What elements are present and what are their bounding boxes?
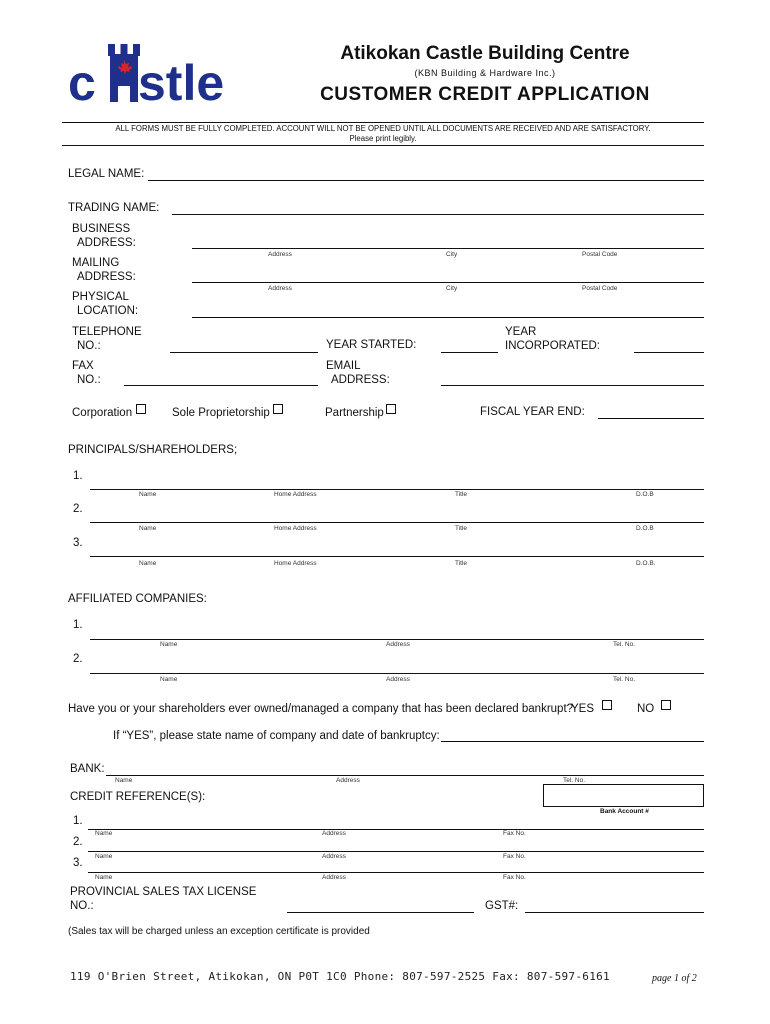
bankruptcy-question: Have you or your shareholders ever owned/managed a company that has been declared bankrupt? [68, 703, 574, 715]
principal-1-line [90, 489, 704, 490]
sales-tax-note: (Sales tax will be charged unless an exception certificate is provided [68, 926, 370, 937]
principal-2-dob-caption: D.O.B [636, 525, 654, 532]
credit-ref-1-address-caption: Address [322, 830, 346, 837]
credit-ref-3-name-caption: Name [95, 874, 113, 881]
year-incorporated-label: YEAR INCORPORATED: [505, 326, 600, 352]
principal-1-address-caption: Home Address [274, 491, 317, 498]
bankruptcy-yes-label: YES [571, 703, 595, 715]
principals-heading: PRINCIPALS/SHAREHOLDERS; [68, 444, 238, 456]
affiliated-1-line [90, 639, 704, 640]
affiliated-2-address-caption: Address [386, 676, 410, 683]
physical-location-input[interactable] [192, 302, 704, 316]
telephone-label: TELEPHONE NO.: [72, 326, 142, 352]
affiliated-2-name-caption: Name [160, 676, 178, 683]
credit-ref-number-2: 2. [73, 836, 83, 848]
partnership-label: Partnership [325, 407, 384, 419]
business-address-input[interactable] [192, 234, 704, 248]
form-title: CUSTOMER CREDIT APPLICATION [320, 84, 650, 105]
legal-name-line [148, 180, 704, 181]
fax-label: FAX NO.: [72, 360, 101, 386]
corporation-label: Corporation [72, 407, 133, 419]
business-city-caption: City [446, 251, 458, 258]
mailing-address-input[interactable] [192, 268, 704, 282]
business-address-caption: Address [268, 251, 292, 258]
page-number: page 1 of 2 [652, 973, 697, 984]
credit-ref-3-input[interactable] [88, 859, 704, 873]
principal-3-title-caption: Title [455, 560, 468, 567]
business-address-line [192, 248, 704, 249]
principal-3-dob-caption: D.O.B. [636, 560, 656, 567]
header-rule-bottom [62, 145, 704, 146]
principal-2-address-caption: Home Address [274, 525, 317, 532]
bankruptcy-no-checkbox[interactable] [661, 700, 671, 710]
mailing-address-label: MAILING ADDRESS: [72, 257, 136, 283]
gst-input[interactable] [525, 898, 704, 912]
year-incorporated-input[interactable] [634, 338, 704, 352]
trading-name-label: TRADING NAME: [68, 202, 160, 214]
fiscal-year-end-line [598, 418, 704, 419]
email-input[interactable] [441, 371, 704, 385]
header-rule-top [62, 122, 704, 123]
affiliated-number-2: 2. [73, 653, 83, 665]
principal-1-title-caption: Title [455, 491, 468, 498]
pst-license-line [287, 912, 474, 913]
affiliated-1-name-caption: Name [160, 641, 178, 648]
physical-location-line [192, 317, 704, 318]
email-label: EMAIL ADDRESS: [326, 360, 390, 386]
principal-number-3: 3. [73, 537, 83, 549]
fiscal-year-end-label: FISCAL YEAR END: [480, 406, 585, 418]
trading-name-line [172, 214, 704, 215]
mailing-city-caption: City [446, 285, 458, 292]
physical-location-label: PHYSICAL LOCATION: [72, 291, 139, 317]
footer-contact: 119 O'Brien Street, Atikokan, ON P0T 1C0 Phone: 807-597-2525 Fax: 807-597-6161 [70, 970, 610, 983]
credit-ref-1-fax-caption: Fax No. [503, 830, 526, 837]
credit-ref-2-fax-caption: Fax No. [503, 853, 526, 860]
bankruptcy-details-line [441, 741, 704, 742]
mailing-address-caption: Address [268, 285, 292, 292]
affiliated-1-address-caption: Address [386, 641, 410, 648]
bankruptcy-followup: If “YES”, please state name of company and date of bankruptcy: [113, 730, 440, 742]
affiliated-1-tel-caption: Tel. No. [613, 641, 636, 648]
company-name: Atikokan Castle Building Centre [340, 43, 630, 64]
bank-name-caption: Name [115, 777, 133, 784]
legal-name-label: LEGAL NAME: [68, 168, 145, 180]
pst-license-label: PROVINCIAL SALES TAX LICENSE NO.: [70, 886, 257, 912]
credit-ref-2-line [88, 851, 704, 852]
bankruptcy-no-label: NO [637, 703, 655, 715]
year-incorporated-line [634, 352, 704, 353]
bankruptcy-yes-checkbox[interactable] [602, 700, 612, 710]
year-started-label: YEAR STARTED: [326, 339, 417, 351]
mailing-postal-caption: Postal Code [582, 285, 618, 292]
credit-ref-2-name-caption: Name [95, 853, 113, 860]
credit-references-heading: CREDIT REFERENCE(S): [70, 791, 206, 803]
principal-2-input[interactable] [90, 508, 704, 522]
principal-number-1: 1. [73, 470, 83, 482]
telephone-line [170, 352, 318, 353]
principal-3-name-caption: Name [139, 560, 157, 567]
credit-ref-3-fax-caption: Fax No. [503, 874, 526, 881]
affiliated-1-input[interactable] [90, 625, 704, 639]
principal-3-line [90, 556, 704, 557]
credit-ref-2-input[interactable] [88, 838, 704, 852]
logo-letters-stle: stle [138, 55, 225, 108]
principal-2-title-caption: Title [455, 525, 468, 532]
business-address-label: BUSINESS ADDRESS: [72, 223, 136, 249]
logo-letter-c: c [68, 55, 96, 108]
credit-ref-2-address-caption: Address [322, 853, 346, 860]
sole-proprietorship-label: Sole Proprietorship [172, 407, 270, 419]
bankruptcy-details-input[interactable] [441, 727, 704, 741]
bank-account-caption: Bank Account # [600, 808, 649, 815]
principal-number-2: 2. [73, 503, 83, 515]
credit-ref-number-3: 3. [73, 857, 83, 869]
bank-label: BANK: [70, 763, 105, 775]
bank-line [106, 775, 704, 776]
credit-ref-1-line [88, 829, 704, 830]
affiliated-number-1: 1. [73, 619, 83, 631]
legal-name-input[interactable] [148, 166, 704, 180]
corporation-checkbox[interactable] [136, 404, 146, 414]
gst-label: GST#: [485, 900, 519, 912]
bank-input[interactable] [106, 761, 704, 775]
bank-address-caption: Address [336, 777, 360, 784]
credit-ref-number-1: 1. [73, 815, 83, 827]
company-subtitle: (KBN Building & Hardware Inc.) [414, 68, 556, 78]
mailing-address-line [192, 282, 704, 283]
fax-line [124, 385, 318, 386]
affiliated-2-line [90, 673, 704, 674]
credit-ref-3-line [88, 872, 704, 873]
affiliated-2-tel-caption: Tel. No. [613, 676, 636, 683]
trading-name-input[interactable] [172, 200, 704, 214]
telephone-input[interactable] [170, 338, 318, 352]
principal-1-input[interactable] [90, 475, 704, 489]
pst-license-input[interactable] [287, 898, 474, 912]
year-started-line [441, 352, 498, 353]
principal-1-name-caption: Name [139, 491, 157, 498]
gst-line [525, 912, 704, 913]
credit-ref-1-name-caption: Name [95, 830, 113, 837]
castle-logo-graphic [68, 40, 248, 108]
fax-input[interactable] [124, 371, 318, 385]
fiscal-year-end-input[interactable] [598, 404, 704, 418]
principal-1-dob-caption: D.O.B [636, 491, 654, 498]
affiliated-heading: AFFILIATED COMPANIES: [68, 593, 207, 605]
principal-2-line [90, 522, 704, 523]
partnership-checkbox[interactable] [386, 404, 396, 414]
bank-account-box[interactable] [543, 784, 704, 807]
email-line [441, 385, 704, 386]
principal-2-name-caption: Name [139, 525, 157, 532]
business-postal-caption: Postal Code [582, 251, 618, 258]
sole-proprietorship-checkbox[interactable] [273, 404, 283, 414]
year-started-input[interactable] [441, 338, 498, 352]
credit-ref-3-address-caption: Address [322, 874, 346, 881]
print-legibly-note: Please print legibly. [349, 134, 417, 143]
credit-ref-1-input[interactable] [88, 815, 704, 829]
principal-3-input[interactable] [90, 542, 704, 556]
castle-logo [68, 40, 248, 108]
bank-tel-caption: Tel. No. [563, 777, 586, 784]
principal-3-address-caption: Home Address [274, 560, 317, 567]
completion-notice: ALL FORMS MUST BE FULLY COMPLETED. ACCOUNT WILL NOT BE OPENED UNTIL ALL DOCUMENTS ARE RECEIVED AND ARE SATISFACTORY. [115, 124, 651, 133]
affiliated-2-input[interactable] [90, 659, 704, 673]
